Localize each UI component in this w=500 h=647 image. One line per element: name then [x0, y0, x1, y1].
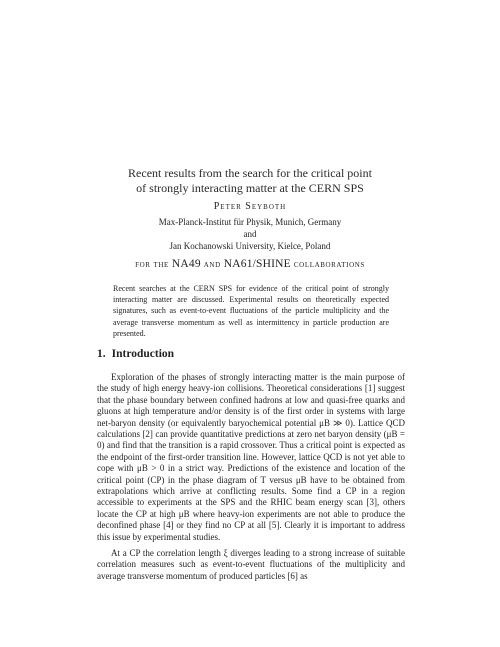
collab-prefix: for the: [135, 260, 169, 270]
section-title: Introduction: [111, 348, 175, 360]
collab-na61: NA61/SHINE: [223, 258, 291, 270]
abstract: Recent searches at the CERN SPS for evidence of the critical point of strongly interacting matter are discussed. Experimental results on theoretically expected signatures, such as event-to-event fluctuations of the particle multiplicity and the average transverse momentum as well as intermittency in particle production are presented.: [113, 284, 389, 338]
body-paragraph-2: [97, 548, 405, 582]
author-name: Peter Seyboth: [213, 201, 287, 212]
affiliation-line-2: and: [243, 229, 257, 240]
paper-title: [100, 166, 400, 196]
collab-na49: NA49: [171, 258, 201, 270]
affiliation-line-3: Jan Kochanowski University, Kielce, Poland: [169, 241, 331, 252]
section-number: 1.: [97, 348, 106, 360]
paragraph-text-1: Exploration of the phases of strongly interacting matter is the main purpose of the study of high energy heavy-ion collisions. Theoretical considerations [1] suggest that the phase boundary between confined hadrons at low and quasi-free quarks and gluons at high temperature and/or density is of the first order in systems with large net-baryon density (or equivalently baryochemical potential μB ≫ 0). Lattice QCD calculations [2] can provide quantitative predictions at zero net baryon density (μB = 0) and find that the transition is a rapid crossover. Thus a critical point is expected as the endpoint of the first-order transition line. However, lattice QCD is not yet able to cope with μB > 0 in a strict way. Predictions of the existence and location of the critical point (CP) in the phase diagram of T versus μB have to be obtained from extrapolations which arrive at conflicting results. Some find a CP in a region accessible to experiments at the SPS and the RHIC beam energy scan [3], others locate the CP at high μB where heavy-ion experiments are not able to produce the deconfined phase [4] or they find no CP at all [5]. Clearly it is important to address this issue by experimental studies.: [97, 372, 405, 542]
title-line-1: Recent results from the search for the critical point: [128, 166, 372, 180]
affiliation: [100, 216, 400, 253]
collaboration-line: [60, 258, 440, 270]
title-line-2: of strongly interacting matter at the CERN SPS: [136, 181, 364, 195]
affiliation-line-1: Max-Planck-Institut für Physik, Munich, Germany: [158, 217, 342, 227]
body-paragraph-1: [97, 372, 405, 543]
section-heading: [97, 348, 180, 360]
collab-and: and: [203, 260, 221, 270]
collab-suffix: collaborations: [293, 260, 365, 270]
paragraph-text-2: At a CP the correlation length ξ diverges leading to a strong increase of suitable correlation measures such as event-to-event fluctuations of the multiplicity and average transverse momentum of produced particles [6] as: [97, 548, 405, 581]
